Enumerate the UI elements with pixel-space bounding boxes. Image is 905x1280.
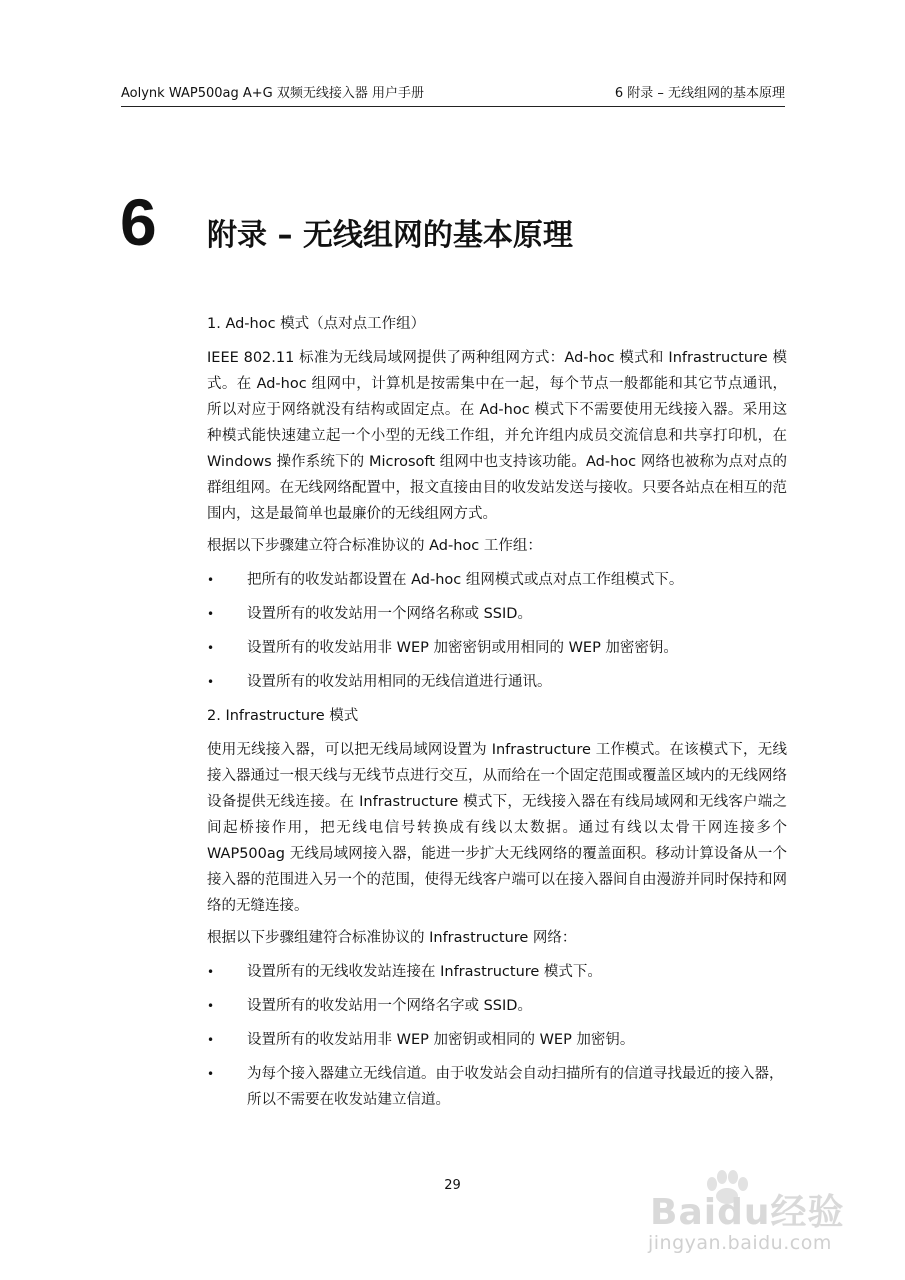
bullet-list	[207, 959, 787, 1113]
chapter-content	[207, 311, 787, 1121]
list-item	[207, 601, 787, 627]
bullet-icon: •	[207, 965, 215, 979]
chapter-title: 附录 – 无线组网的基本原理	[207, 218, 573, 253]
bullet-icon: •	[207, 675, 215, 689]
section-paragraph: 根据以下步骤建立符合标准协议的 Ad-hoc 工作组：	[207, 538, 542, 554]
header-document-title: Aolynk WAP500ag A+G 双频无线接入器 用户手册	[121, 86, 424, 101]
watermark-url: jingyan.baidu.com	[648, 1232, 832, 1254]
bullet-icon: •	[207, 999, 215, 1013]
bullet-icon: •	[207, 607, 215, 621]
section-heading: 2. Infrastructure 模式	[207, 708, 359, 724]
list-item-text: 设置所有的收发站用非 WEP 加密密钥或用相同的 WEP 加密密钥。	[247, 640, 678, 656]
header-chapter-title: 6 附录 – 无线组网的基本原理	[614, 86, 785, 101]
section-adhoc	[207, 311, 787, 695]
watermark-logo: Baidu经验	[650, 1192, 845, 1233]
section-paragraph: 根据以下步骤组建符合标准协议的 Infrastructure 网络：	[207, 930, 577, 946]
list-item	[207, 635, 787, 661]
bullet-list	[207, 567, 787, 695]
list-item-text: 设置所有的收发站用相同的无线信道进行通讯。	[247, 674, 552, 690]
list-item	[207, 669, 787, 695]
list-item-text: 把所有的收发站都设置在 Ad-hoc 组网模式或点对点工作组模式下。	[247, 572, 684, 588]
list-item	[207, 1027, 787, 1053]
page-number: 29	[444, 1178, 461, 1193]
list-item	[207, 1061, 787, 1113]
bullet-icon: •	[207, 641, 215, 655]
bullet-icon: •	[207, 573, 215, 587]
list-item-text: 为每个接入器建立无线信道。由于收发站会自动扫描所有的信道寻找最近的接入器，所以不需要在收发站建立信道。	[247, 1066, 784, 1108]
list-item-text: 设置所有的无线收发站连接在 Infrastructure 模式下。	[247, 964, 602, 980]
bullet-icon: •	[207, 1067, 215, 1081]
list-item-text: 设置所有的收发站用一个网络名字或 SSID。	[247, 998, 532, 1014]
list-item-text: 设置所有的收发站用非 WEP 加密钥或相同的 WEP 加密钥。	[247, 1032, 635, 1048]
chapter-number: 6	[120, 185, 157, 259]
section-infrastructure	[207, 703, 787, 1113]
bullet-icon: •	[207, 1033, 215, 1047]
list-item	[207, 567, 787, 593]
list-item	[207, 993, 787, 1019]
list-item-text: 设置所有的收发站用一个网络名称或 SSID。	[247, 606, 532, 622]
baidu-jingyan-watermark	[640, 1170, 865, 1270]
section-paragraph: 使用无线接入器，可以把无线局域网设置为 Infrastructure 工作模式。在该模式下，无线接入器通过一根天线与无线节点进行交互，从而给在一个固定范围或覆盖区域内的无线网络设备提供无线连接。在 Infrastructure 模式下，无线接入器在有线局域网和无线客户端之间起桥接作用，把无线电信号转换成有线以太数据。通过有线以太骨干网连接多个 WAP500ag 无线局域网接入器，能进一步扩大无线网络的覆盖面积。移动计算设备从一个接入器的范围进入另一个的范围，使得无线客户端可以在接入器间自由漫游并同时保持和网络的无缝连接。	[207, 742, 787, 914]
page-header	[121, 84, 785, 107]
section-heading: 1. Ad-hoc 模式（点对点工作组）	[207, 316, 426, 332]
section-paragraph: IEEE 802.11 标准为无线局域网提供了两种组网方式：Ad-hoc 模式和 Infrastructure 模式。在 Ad-hoc 组网中，计算机是按需集中在一起，每个节点一般都能和其它节点通讯，所以对应于网络就没有结构或固定点。在 Ad-hoc 模式下不需要使用无线接入器。采用这种模式能快速建立起一个小型的无线工作组，并允许组内成员交流信息和共享打印机，在 Windows 操作系统下的 Microsoft 组网中也支持该功能。Ad-hoc 网络也被称为点对点的群组组网。在无线网络配置中，报文直接由目的收发站发送与接收。只要各站点在相互的范围内，这是最简单也最廉价的无线组网方式。	[207, 350, 787, 522]
list-item	[207, 959, 787, 985]
